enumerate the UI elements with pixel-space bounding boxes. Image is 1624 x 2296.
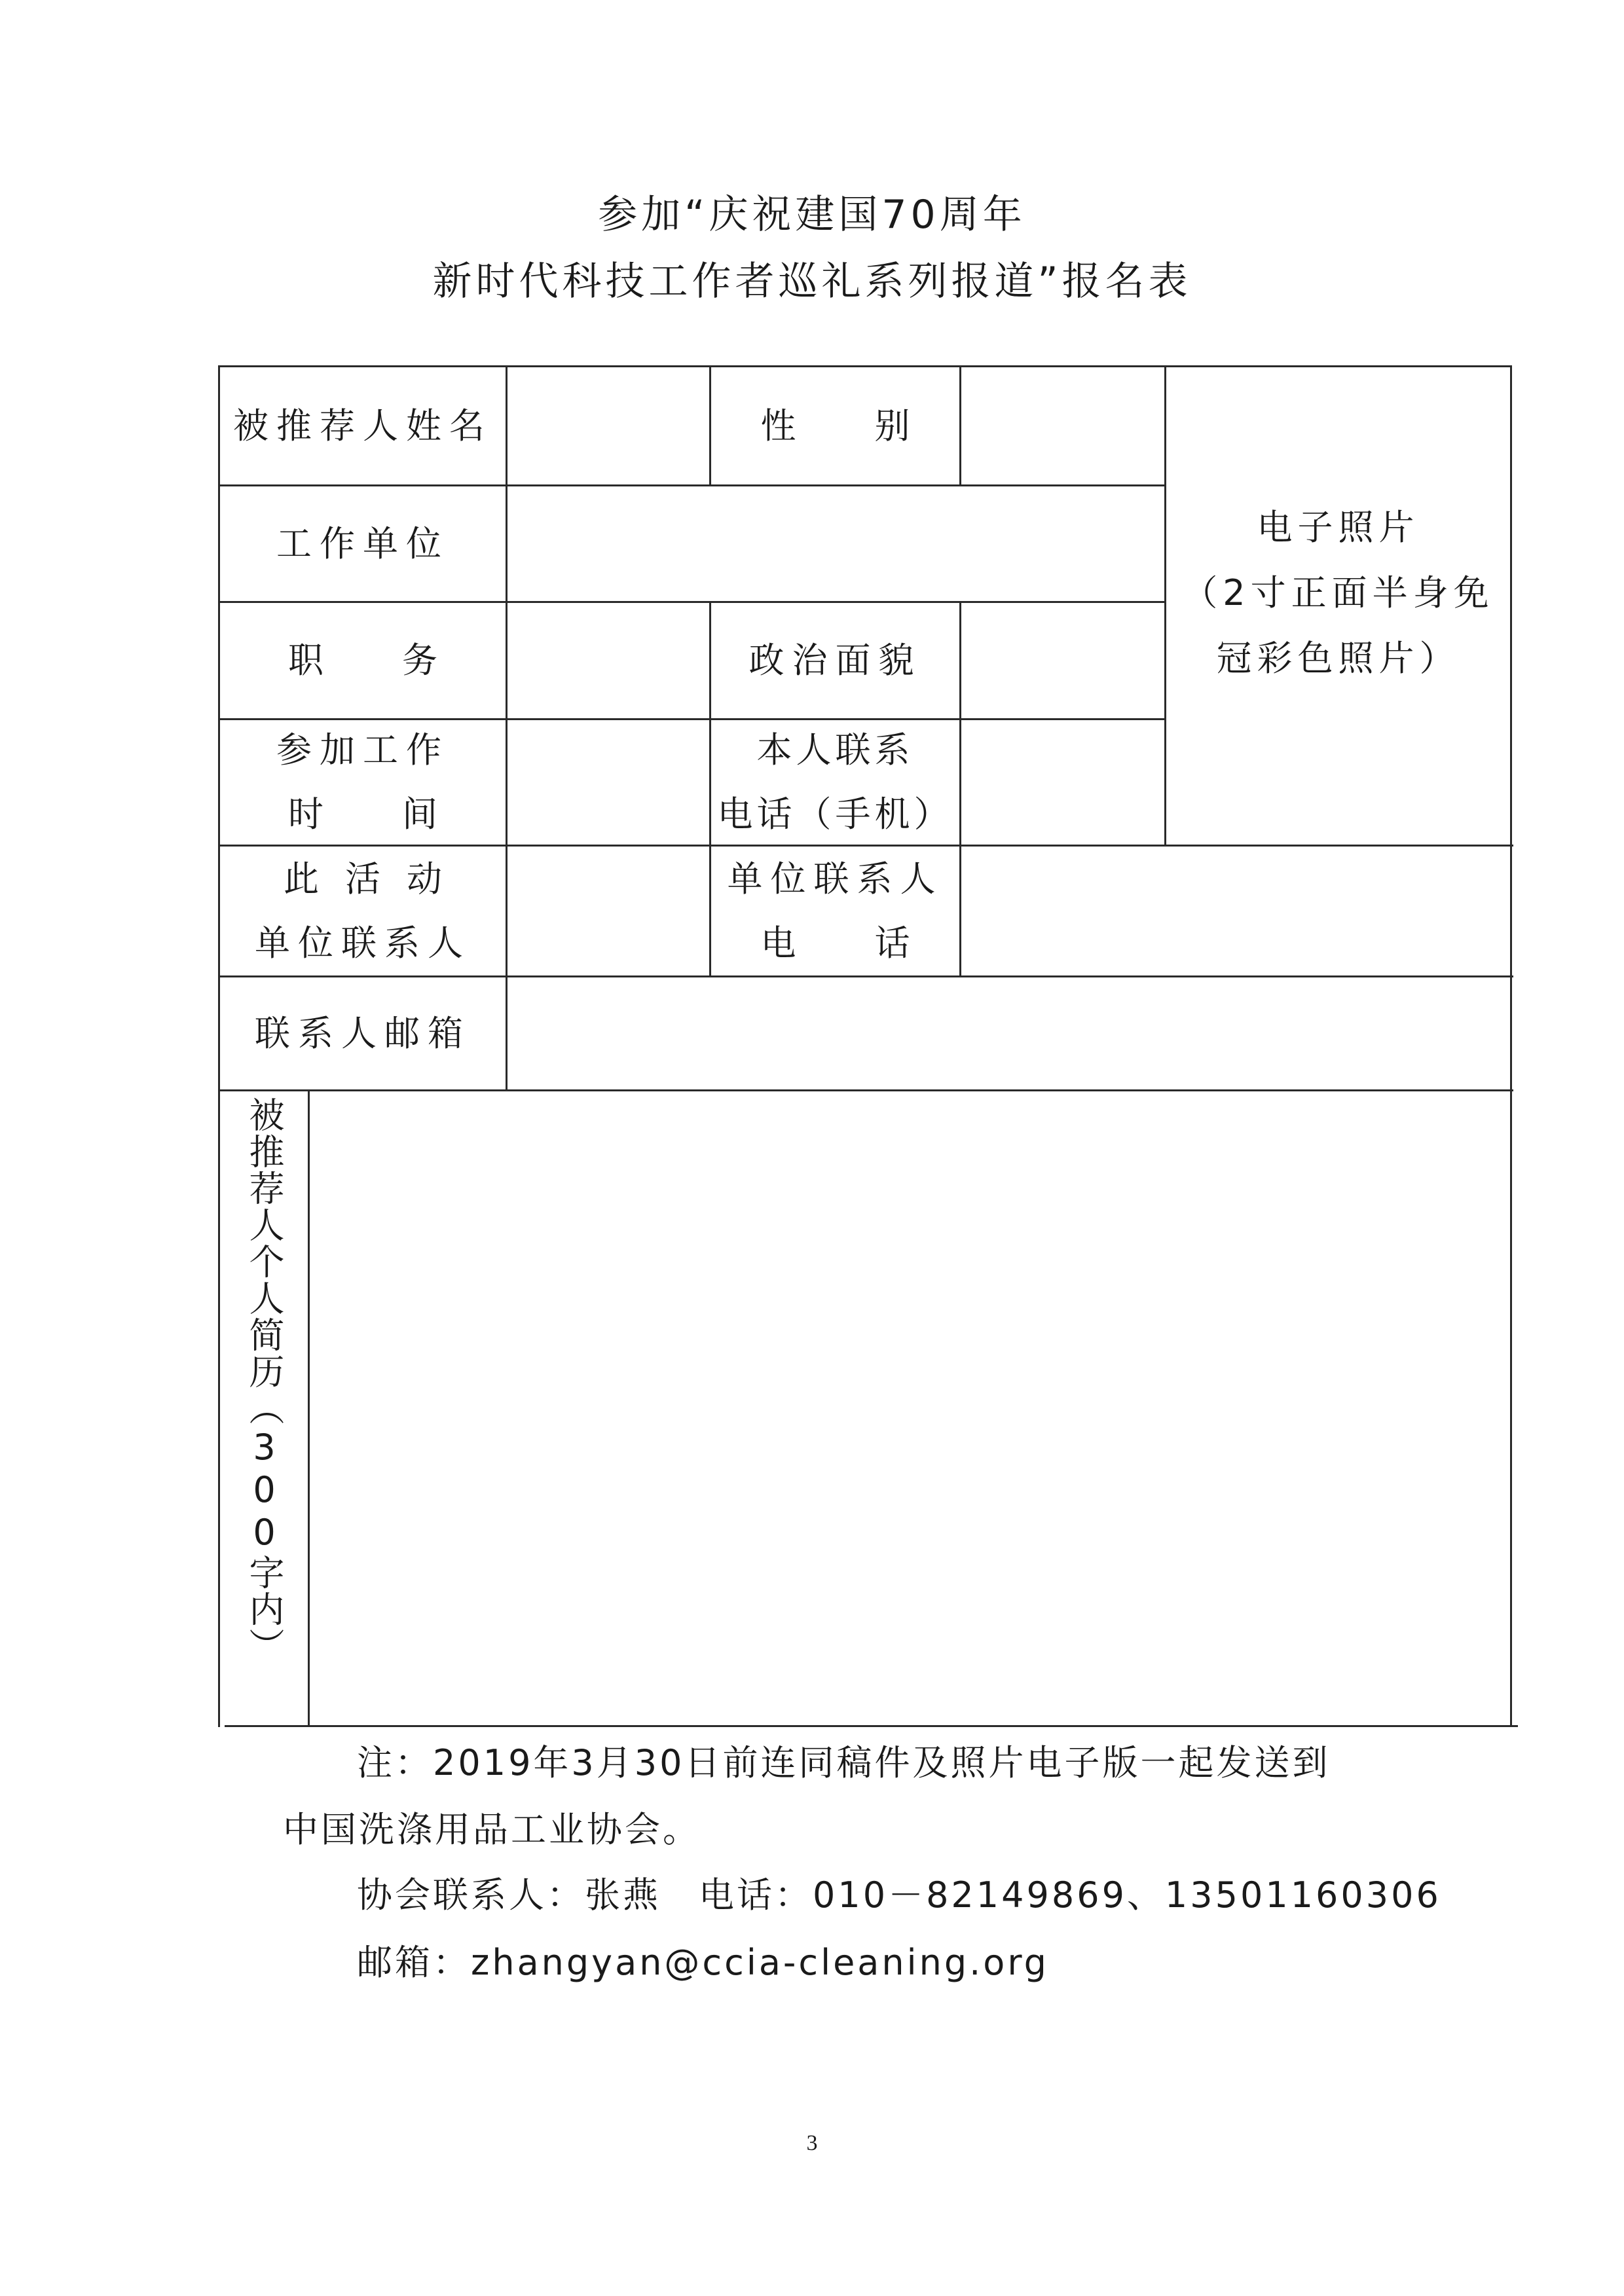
page-number: 3 [806,2131,818,2155]
political-status-label-text: 政治面貌 [748,640,922,681]
unit-contact-phone-field[interactable] [961,847,1510,975]
note-line-1: 注：2019年3月30日前连同稿件及照片电子版一起发送到 [357,1742,1331,1783]
phone-label-line-2: 电话（手机） [717,793,953,835]
note-contact-line: 协会联系人：张燕 电话：010－82149869、13501160306 [357,1874,1441,1916]
position-field[interactable] [507,603,709,718]
work-start-label-line-1: 参加工作 [276,729,449,771]
photo-hint-line-2: 冠彩色照片） [1216,638,1460,679]
work-start-label-line-2: 时间 [288,793,516,835]
phone-label-line-1: 本人联系 [756,729,914,771]
form-title-line-2: 新时代科技工作者巡礼系列报道”报名表 [432,259,1192,304]
work-unit-label [220,486,506,601]
contact-email-field[interactable] [507,977,1510,1089]
work-start-field[interactable] [507,720,709,845]
work-unit-field[interactable] [507,486,1164,601]
unit-contact-phone-label-line-1: 单位联系人 [727,858,944,900]
unit-contact-phone-label [711,847,989,975]
activity-contact-label [220,847,506,975]
gender-field[interactable] [961,367,1164,484]
contact-email-label [220,977,506,1089]
gender-label [711,367,989,484]
note-line-2: 中国洗涤用品工业协会。 [283,1809,701,1850]
nominee-name-field[interactable] [507,367,709,484]
nominee-name-label-text: 被推荐人姓名 [233,405,492,446]
note-email-line: 邮箱：zhangyan@ccia-cleaning.org [357,1942,1049,1983]
unit-contact-phone-label-line-2: 电话 [760,922,989,964]
position-label-text: 职务 [288,640,516,681]
phone-field[interactable] [961,720,1164,845]
contact-email-label-text: 联系人邮箱 [255,1012,471,1054]
political-status-field[interactable] [961,603,1164,718]
work-start-label [220,720,516,845]
table-border-right [1510,365,1512,1727]
political-status-label [711,603,959,718]
photo-box[interactable] [1166,367,1510,845]
photo-hint-line-1: （2寸正面半身免 [1182,572,1494,613]
position-label [220,603,516,718]
phone-label [711,720,959,845]
resume-label: 被推荐人个人简历（300字内） [244,1097,285,1664]
gender-label-text: 性别 [760,405,989,446]
table-border-bottom [225,1725,1518,1727]
work-unit-label-text: 工作单位 [276,522,449,564]
form-title-line-1: 参加“庆祝建国70周年 [598,192,1026,238]
photo-label: 电子照片 [1257,507,1420,548]
nominee-name-label [220,367,506,484]
resume-field[interactable] [310,1091,1510,1725]
activity-contact-label-line-1: 此活动 [284,858,468,900]
activity-contact-label-line-2: 单位联系人 [255,922,471,964]
activity-contact-field[interactable] [507,847,709,975]
